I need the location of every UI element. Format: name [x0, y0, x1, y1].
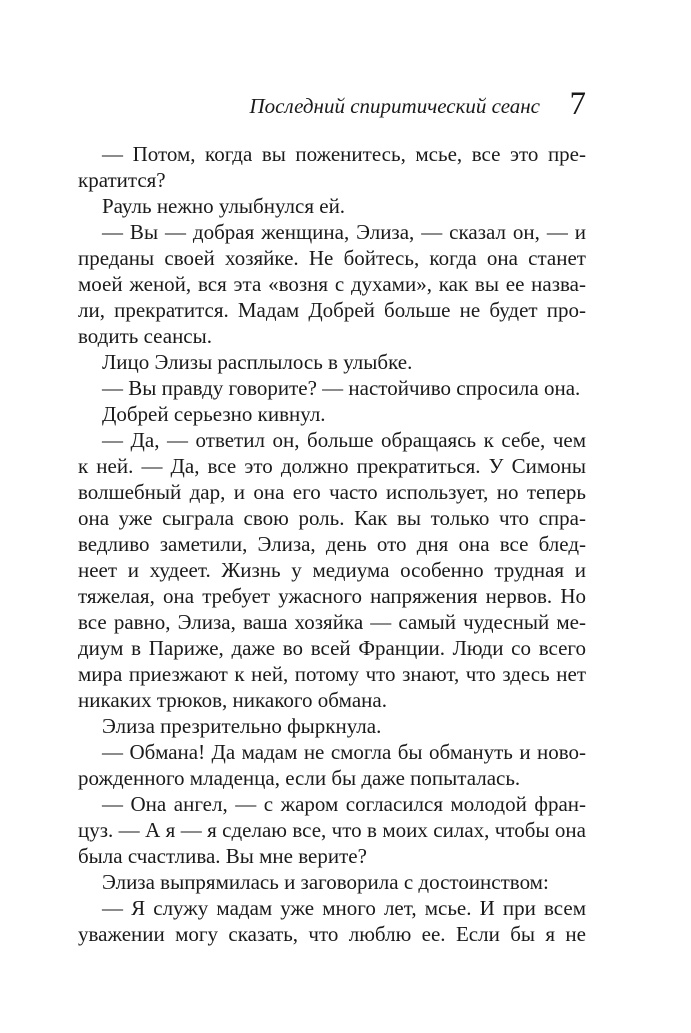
text-line: кратится? — [78, 168, 166, 192]
text-line: цуз. — А я — я сделаю все, что в моих силах, чтобы она — [78, 818, 586, 842]
text-line: Рауль нежно улыбнулся ей. — [102, 194, 346, 218]
text-line: Лицо Элизы расплылось в улыбке. — [102, 350, 413, 374]
text-line: ли, прекратится. Мадам Добрей больше не будет про- — [78, 298, 586, 322]
text-line: — Обмана! Да мадам не смогла бы обмануть и ново- — [102, 740, 586, 764]
text-line: — Она ангел, — с жаром согласился молодой фран- — [102, 792, 586, 816]
body-text — [78, 141, 586, 947]
text-line: рожденного младенца, если бы даже попыталась. — [78, 766, 521, 790]
text-line: мира приезжают к ней, потому что знают, что здесь нет — [78, 662, 586, 686]
text-line: волшебный дар, и она его часто использует, но теперь — [78, 480, 586, 504]
text-line: все равно, Элиза, ваша хозяйка — самый чудесный ме- — [78, 610, 586, 634]
text-line: она уже сыграла свою роль. Как вы только что спра- — [78, 506, 586, 530]
text-line: к ней. — Да, все это должно прекратиться. У Симоны — [78, 454, 586, 478]
text-line: уважении могу сказать, что люблю ее. Если бы я не — [78, 922, 586, 946]
text-line: водить сеансы. — [78, 324, 212, 348]
text-line: — Вы — добрая женщина, Элиза, — сказал он, — и — [102, 220, 586, 244]
text-line: — Вы правду говорите? — настойчиво спросила она. — [102, 376, 581, 400]
text-line: неет и худеет. Жизнь у медиума особенно трудная и — [78, 558, 586, 582]
text-line: тяжелая, она требует ужасного напряжения нервов. Но — [78, 584, 586, 608]
text-line: была счастлива. Вы мне верите? — [78, 844, 367, 868]
text-line: ведливо заметили, Элиза, день ото дня она все блед- — [78, 532, 586, 556]
text-line: — Да, — ответил он, больше обращаясь к себе, чем — [102, 428, 586, 452]
text-line: никаких трюков, никакого обмана. — [78, 688, 387, 712]
text-line: — Потом, когда вы поженитесь, мсье, все это пре- — [102, 142, 586, 166]
text-line: диум в Париже, даже во всей Франции. Люди со всего — [78, 636, 586, 660]
text-line: Добрей серьезно кивнул. — [102, 402, 326, 426]
text-line: — Я служу мадам уже много лет, мсье. И при всем — [102, 896, 586, 920]
page-header — [78, 88, 586, 128]
text-line: преданы своей хозяйке. Не бойтесь, когда она станет — [78, 246, 586, 270]
text-line: моей женой, вся эта «возня с духами», как вы ее назва- — [78, 272, 586, 296]
page-number: 7 — [569, 86, 586, 122]
running-title: Последний спиритический сеанс — [249, 94, 540, 118]
text-line: Элиза выпрямилась и заговорила с достоинством: — [102, 870, 549, 894]
text-line: Элиза презрительно фыркнула. — [102, 714, 382, 738]
